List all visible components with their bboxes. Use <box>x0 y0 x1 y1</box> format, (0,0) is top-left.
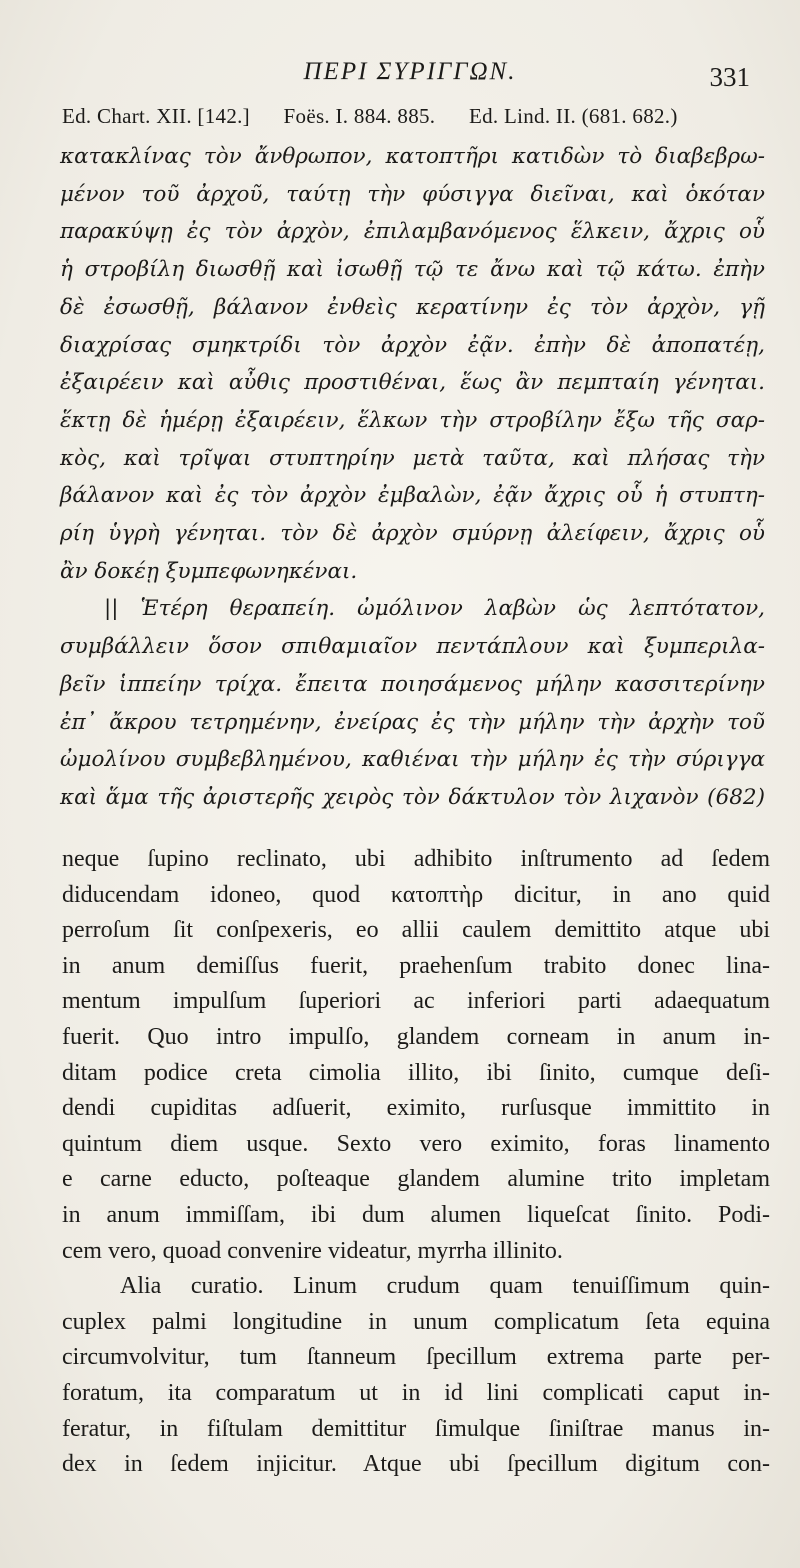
latin-line: in anum demiſſus fuerit, praehenſum trabito donec lina- <box>62 952 770 979</box>
greek-line: || Ἑτέρη θεραπείη. ὠμόλινον λαβὼν ὡς λεπτότατον, <box>104 596 765 622</box>
greek-line: βεῖν ἱππείην τρίχα. ἔπειτα ποιησάμενος μήλην κασσιτερίνην <box>60 671 765 697</box>
greek-line: ὠμολίνου συμβεβλημένου, καθιέναι τὴν μήλην ἐς τὴν σύριγγα <box>60 747 765 773</box>
greek-line: δὲ ἐσωσθῇ, βάλανον ἐνθεὶς κερατίνην ἐς τὸν ἀρχὸν, γῇ <box>60 294 765 320</box>
greek-line: καὶ ἅμα τῆς ἀριστερῆς χειρὸς τὸν δάκτυλον τὸν λιχανὸν (682) <box>60 784 765 810</box>
latin-line: Alia curatio. Linum crudum quam tenuiſſimum quin- <box>120 1273 770 1300</box>
latin-text <box>62 842 770 1483</box>
greek-line: ἕκτῃ δὲ ἡμέρῃ ἐξαιρέειν, ἕλκων τὴν στροβίλην ἔξω τῆς σαρ- <box>60 407 765 433</box>
greek-line: ρίη ὑγρὴ γένηται. τὸν δὲ ἀρχὸν σμύρνῃ ἀλείφειν, ἄχρις οὗ <box>60 521 765 547</box>
page-header <box>60 58 760 98</box>
greek-line: συμβάλλειν ὅσον σπιθαμιαῖον πεντάπλουν καὶ ξυμπεριλα- <box>60 634 765 660</box>
edition-reference: Ed. Lind. II. (681. 682.) <box>468 104 678 128</box>
greek-line: ἡ στροβίλη διωσθῇ καὶ ἰσωθῇ τῷ τε ἄνω καὶ τῷ κάτω. ἐπὴν <box>60 257 765 283</box>
greek-line: μένον τοῦ ἀρχοῦ, ταύτῃ τὴν φύσιγγα διεῖναι, καὶ ὁκόταν <box>60 181 765 207</box>
latin-line: circumvolvitur, tum ſtanneum ſpecillum extrema parte per- <box>62 1344 770 1371</box>
latin-line: quintum diem usque. Sexto vero eximito, foras linamento <box>62 1130 770 1157</box>
greek-line: βάλανον καὶ ἐς τὸν ἀρχὸν ἐμβαλὼν, ἐᾷν ἄχρις οὗ ἡ στυπτη- <box>60 483 765 509</box>
greek-text <box>60 138 765 817</box>
latin-line: neque ſupino reclinato, ubi adhibito inſtrumento ad ſedem <box>62 846 770 872</box>
greek-line: παρακύψῃ ἐς τὸν ἀρχὸν, ἐπιλαμβανόμενος ἕλκειν, ἄχρις οὗ <box>60 219 765 245</box>
greek-line: ἂν δοκέῃ ξυμπεφωνηκέναι. <box>60 558 358 584</box>
latin-line: e carne educto, poſteaque glandem alumine trito impletam <box>62 1166 770 1193</box>
latin-line: perroſum ſit conſpexeris, eo allii caulem demittito atque ubi <box>62 917 770 944</box>
latin-line: cuplex palmi longitudine in unum complicatum ſeta equina <box>62 1308 770 1335</box>
latin-line: fuerit. Quo intro impulſo, glandem corneam in anum in- <box>62 1023 770 1050</box>
latin-line: dex in ſedem injicitur. Atque ubi ſpecillum digitum con- <box>62 1451 770 1478</box>
latin-line: feratur, in fiſtulam demittitur ſimulque ſiniſtrae manus in- <box>62 1415 770 1442</box>
edition-reference: Ed. Chart. XII. [142.] <box>62 104 250 128</box>
latin-line: diducendam idoneo, quod κατοπτὴρ dicitur, in ano quid <box>62 881 770 908</box>
latin-line: mentum impulſum ſuperiori ac inferiori parti adaequatum <box>62 988 770 1015</box>
latin-line: foratum, ita comparatum ut in id lini complicati caput in- <box>62 1379 770 1406</box>
edition-references <box>62 104 762 129</box>
latin-line: ditam podice creta cimolia illito, ibi ſinito, cumque deſi- <box>62 1059 770 1086</box>
page-number: 331 <box>709 62 750 92</box>
greek-line: ἐπ᾽ ἄκρου τετρημένην, ἐνείρας ἐς τὴν μήλην τὴν ἀρχὴν τοῦ <box>60 709 765 735</box>
edition-reference: Foës. I. 884. 885. <box>283 104 436 128</box>
latin-line: dendi cupiditas adſuerit, eximito, rurſusque immittito in <box>62 1095 770 1122</box>
greek-line: κὸς, καὶ τρῖψαι στυπτηρίην μετὰ ταῦτα, καὶ πλήσας τὴν <box>60 445 765 471</box>
latin-line: cem vero, quoad convenire videatur, myrrha illinito. <box>62 1237 563 1264</box>
running-title: ΠΕΡΙ ΣΥΡΙΓΓΩΝ. <box>303 58 517 85</box>
latin-line: in anum immiſſam, ibi dum alumen liqueſcat ſinito. Podi- <box>62 1201 770 1228</box>
greek-line: κατακλίνας τὸν ἄνθρωπον, κατοπτῆρι κατιδὼν τὸ διαβεβρω- <box>60 144 765 169</box>
greek-line: διαχρίσας σμηκτρίδι τὸν ἀρχὸν ἐᾷν. ἐπὴν δὲ ἀποπατέῃ, <box>60 332 765 358</box>
greek-line: ἐξαιρέειν καὶ αὖθις προστιθέναι, ἕως ἂν πεμπταίη γένηται. <box>60 370 765 396</box>
